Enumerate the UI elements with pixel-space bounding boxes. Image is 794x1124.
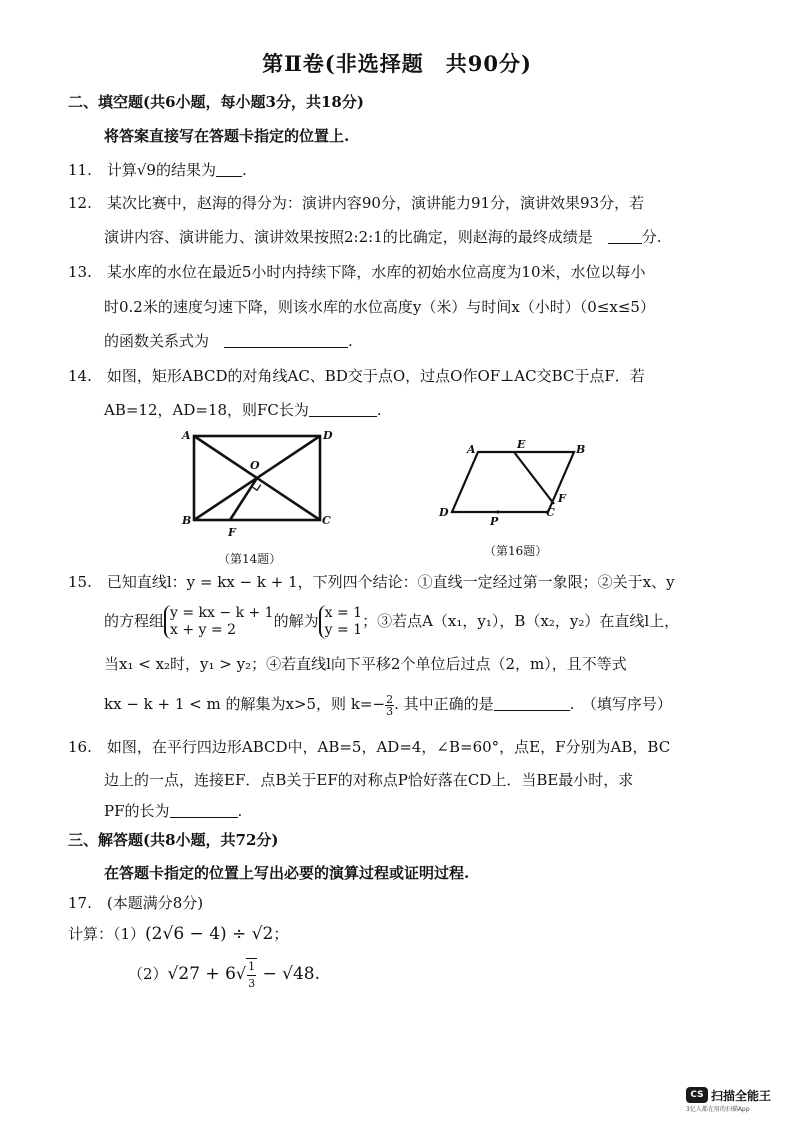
q15-text-inequality: kx − k + 1 < m 的解集为x>5，则 k=− [104,695,386,713]
question-15-line3: 当x₁ < x₂时，y₁ > y₂；④若直线l向下平移2个单位后过点（2，m），且不等式 [104,655,627,673]
q12-answer-blank [608,227,642,244]
q12-unit: 分. [641,228,662,246]
q16-text: PF的长为 [104,802,170,820]
question-14-line2 [104,399,382,420]
question-16-line3 [104,800,242,821]
q17-part1-tail: ； [273,925,289,943]
q14-period: . [376,401,382,419]
q17-part2-label: （2） [128,965,168,983]
question-17-part2: （2）√27 + 6√ $\frac{1}{3}$ − √48. [128,960,321,990]
fig14-caption: （第14题） [218,552,282,566]
fig14-segment-of [230,478,257,520]
fig14-label-c: C [322,514,331,527]
question-15-line4 [104,690,672,718]
q11-text: 11. 计算√9的结果为 [68,161,216,179]
q17-part2-expression-b: − √48. [257,964,321,984]
section2-instruction: 将答案直接写在答题卡指定的位置上. [104,127,350,145]
figure-14 [176,426,340,544]
question-12-line1: 12. 某次比赛中，赵海的得分为：演讲内容90分，演讲能力91分，演讲效果93分，若 [68,194,645,212]
scanner-app-name: 扫描全能王 [711,1088,772,1103]
q15-answer-blank [494,694,570,711]
question-17-header: 17. (本题满分8分) [68,894,204,912]
section3-instruction: 在答题卡指定的位置上写出必要的演算过程或证明过程. [104,864,470,882]
fig16-label-e: E [517,438,526,451]
fig16-label-p: P [490,515,499,528]
q15-equation-system [164,605,274,639]
fig16-label-d: D [439,506,449,519]
fig16-point-p [496,510,499,513]
fig14-label-o: O [250,459,260,472]
q15-solution-x: x = 1 [324,605,363,621]
question-12-line2 [104,226,662,247]
q17-fraction-num: 1 [247,959,256,976]
q15-text-fill: . （填写序号） [569,695,672,713]
fig16-label-b: B [576,443,586,456]
q17-part2-expression-a: √27 + 6 [167,964,236,984]
fig14-label-f: F [228,526,236,539]
q13-period: . [348,332,353,350]
q15-solution-system [319,605,362,639]
fig14-label-b: B [182,514,192,527]
fig16-caption: （第16题） [484,544,548,558]
q17-part2-fraction [246,958,257,992]
q13-text: 的函数关系式为 [104,332,210,350]
q15-solution-y: y = 1 [324,622,363,638]
q15-text-system: 的方程组 [104,612,165,630]
q15-text-correct: . 其中正确的是 [394,695,494,713]
q15-fraction [385,694,394,717]
q15-fraction-num: 2 [386,692,394,706]
fig16-segment-ef [514,452,554,504]
question-13-line1: 13. 某水库的水位在最近5小时内持续下降，水库的初始水位高度为10米，水位以每小 [68,263,646,281]
figure-16 [436,436,596,530]
question-13-line3 [104,330,353,351]
question-15-line1: 15. 已知直线l：y = kx − k + 1，下列四个结论：①直线一定经过第一象限；②关于x、y [68,573,675,591]
q13-answer-blank [224,331,348,348]
question-13-line2: 时0.2米的速度匀速下降，则该水库的水位高度y（米）与时间x（小时）（0≤x≤5） [104,298,655,316]
fig16-label-f: F [558,492,566,505]
q15-text-solution: 的解为 [273,612,319,630]
question-17-part1 [68,924,288,944]
q17-part1-expression: (2√6 − 4) ÷ √2 [145,924,274,944]
section2-heading: 二、填空题(共6小题，每小题3分，共18分) [68,93,364,111]
question-16-line2: 边上的一点，连接EF．点B关于EF的对称点P恰好落在CD上．当BE最小时，求 [104,771,634,789]
question-14-line1: 14. 如图，矩形ABCD的对角线AC、BD交于点O，过点O作OF⊥AC交BC于点F．若 [68,367,645,385]
question-15-line2 [104,603,679,639]
q15-text-points: ；③若点A（x₁，y₁），B（x₂，y₂）在直线l上， [362,612,680,630]
q15-equation-1: y = kx − k + 1 [170,605,274,621]
q14-text: AB=12，AD=18，则FC长为 [104,401,309,419]
scanner-logo-icon: CS [686,1087,708,1103]
fig14-label-a: A [182,429,191,442]
fig16-label-a: A [467,443,476,456]
fig14-label-d: D [323,429,333,442]
q16-answer-blank [170,801,238,818]
question-11 [68,160,247,180]
q17-fraction-den: 3 [248,977,256,990]
question-16-line1: 16. 如图，在平行四边形ABCD中，AB=5，AD=4，∠B=60°，点E，F分别为AB，BC [68,738,671,756]
fig16-label-c: C [546,506,555,519]
q12-text: 演讲内容、演讲能力、演讲效果按照2:2:1的比确定，则赵海的最终成绩是 [104,228,593,246]
q15-equation-2: x + y = 2 [170,622,236,638]
q11-period: . [241,161,247,179]
q16-period: . [237,802,243,820]
fig16-parallelogram [452,452,574,512]
q15-fraction-den: 3 [386,704,394,718]
fig14-rectangle [194,436,320,520]
q14-answer-blank [309,400,377,417]
scanner-tagline: 3亿人都在用的扫描App [686,1106,750,1113]
section3-heading: 三、解答题(共8小题，共72分) [68,831,279,849]
q11-answer-blank [216,160,242,177]
scanner-watermark [686,1085,771,1104]
page-title: 第Ⅱ卷(非选择题 共90分) [262,51,532,76]
q17-part1-label: 计算：（1） [68,925,146,943]
